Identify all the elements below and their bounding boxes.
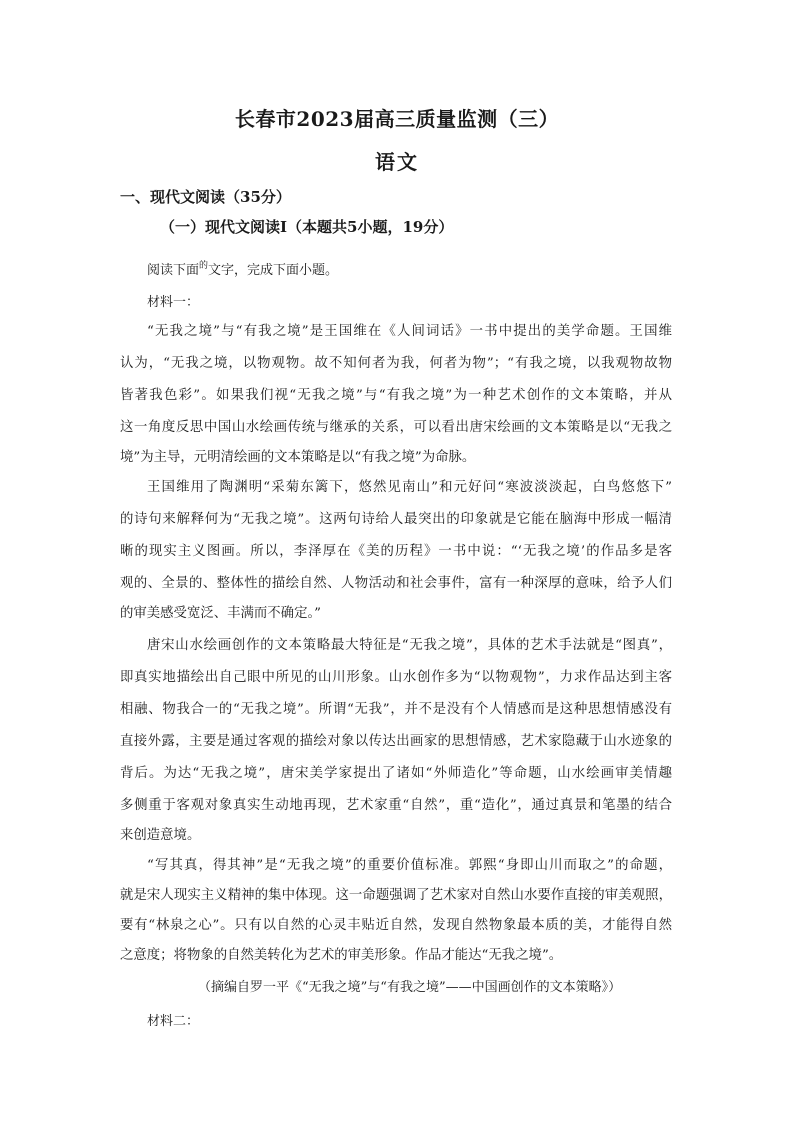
instruction-part2: 文字，完成下面小题。 xyxy=(208,263,339,278)
paragraph-line: 之意度；将物象的自然美转化为艺术的审美形象。作品才能达“无我之境”。 xyxy=(120,948,563,963)
paragraph-line: 皆著我色彩”。如果我们视“无我之境”与“有我之境”为一种艺术创作的文本策略，并从 xyxy=(120,388,672,403)
paragraph-line: 相融、物我合一的“无我之境”。所谓“无我”，并不是没有个人情感而是这种思想情感没有 xyxy=(120,702,672,717)
paragraph-line: 来创造意境。 xyxy=(120,828,201,843)
sub-heading: （一）现代文阅读Ⅰ（本题共5小题，19分） xyxy=(160,218,454,236)
paragraph-line: 多侧重于客观对象真实生动地再现，艺术家重“自然”，重“造化”，通过真景和笔墨的结合 xyxy=(120,798,672,813)
material1-label: 材料一： xyxy=(147,295,200,310)
paragraph-line: 晰的现实主义图画。所以，李泽厚在《美的历程》一书中说：“‘无我之境’的作品多是客 xyxy=(120,544,672,559)
subject-title: 语文 xyxy=(375,150,419,174)
paragraph-line: 唐宋山水绘画创作的文本策略最大特征是“无我之境”，具体的艺术手法就是“图真”， xyxy=(147,638,672,653)
paragraph-line: 直接外露，主要是通过客观的描绘对象以传达出画家的思想情感，艺术家隐藏于山水迹象的 xyxy=(120,734,672,749)
instruction-superscript: 的 xyxy=(199,261,209,271)
paragraph-line: “无我之境”与“有我之境”是王国维在《人间词话》一书中提出的美学命题。王国维 xyxy=(147,324,672,339)
source-citation: （摘编自罗一平《“无我之境”与“有我之境”——中国画创作的文本策略》） xyxy=(198,980,622,995)
paragraph-line: 就是宋人现实主义精神的集中体现。这一命题强调了艺术家对自然山水要作直接的审美观照， xyxy=(120,888,672,903)
material2-label: 材料二： xyxy=(147,1014,200,1029)
reading-instruction xyxy=(147,258,338,278)
paragraph-line: 的审美感受宽泛、丰满而不确定。” xyxy=(120,606,322,621)
paragraph-line: 境”为主导，元明清绘画的文本策略是以“有我之境”为命脉。 xyxy=(120,450,476,465)
paragraph-line: 这一角度反思中国山水绘画传统与继承的关系，可以看出唐宋绘画的文本策略是以“无我之 xyxy=(120,420,672,435)
instruction-part1: 阅读下面 xyxy=(147,263,200,278)
paragraph-line: 即真实地描绘出自己眼中所见的山川形象。山水创作多为“以物观物”，力求作品达到主客 xyxy=(120,670,672,685)
section-heading: 一、现代文阅读（35分） xyxy=(120,188,291,206)
paragraph-line: 要有“林泉之心”。只有以自然的心灵丰贴近自然，发现自然物象最本质的美，才能得自然 xyxy=(120,918,672,933)
paragraph-line: 认为，“无我之境，以物观物。故不知何者为我，何者为物”；“有我之境，以我观物故物 xyxy=(120,356,672,371)
paragraph-line: 背后。为达“无我之境”，唐宋美学家提出了诸如“外师造化”等命题，山水绘画审美情趣 xyxy=(120,766,672,781)
paragraph-line: 观的、全景的、整体性的描绘自然、人物活动和社会事件，富有一种深厚的意味，给予人们 xyxy=(120,576,672,591)
paragraph-line: “写其真，得其神”是“无我之境”的重要价值标准。郭熙“身即山川而取之”的命题， xyxy=(147,858,672,873)
paragraph-line: 的诗句来解释何为“无我之境”。这两句诗给人最突出的印象就是它能在脑海中形成一幅清 xyxy=(120,512,672,527)
paragraph-line: 王国维用了陶渊明“采菊东篱下，悠然见南山”和元好问“寒波淡淡起，白鸟悠悠下” xyxy=(147,480,672,495)
exam-title: 长春市2023届高三质量监测（三） xyxy=(234,107,560,131)
